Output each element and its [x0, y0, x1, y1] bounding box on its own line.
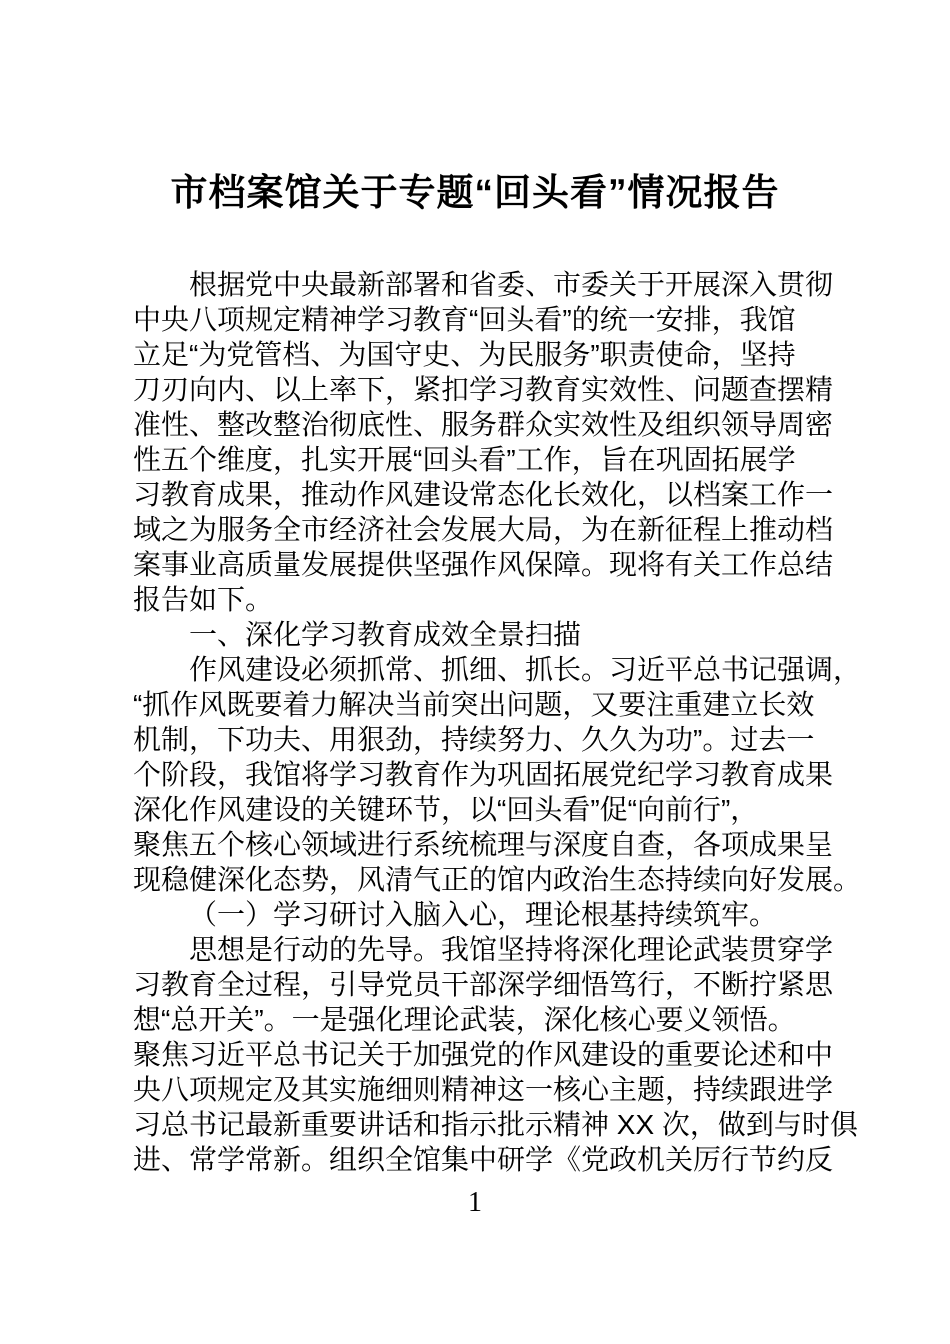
text-line: 机制，下功夫、用狠劲，持续努力、久久为功”。过去一 — [133, 724, 815, 755]
page-number: 1 — [468, 1187, 482, 1218]
heading-line: 一、深化学习教育成效全景扫描 — [189, 619, 582, 650]
text-line: 根据党中央最新部署和省委、市委关于开展深入贯彻 — [189, 269, 834, 300]
heading1 — [133, 617, 811, 652]
text-line: 准性、整改整治彻底性、服务群众实效性及组织领导周密 — [133, 409, 834, 440]
document-title: 市档案馆关于专题“回头看”情况报告 — [170, 172, 780, 213]
text-line: 央八项规定及其实施细则精神这一核心主题，持续跟进学 — [133, 1074, 834, 1105]
text-line: 域之为服务全市经济社会发展大局，为在新征程上推动档 — [133, 514, 834, 545]
text-line: 聚焦五个核心领域进行系统梳理与深度自查，各项成果呈 — [133, 829, 834, 860]
text-line: 习总书记最新重要讲话和指示批示精神 XX 次，做到与时俱 — [133, 1109, 858, 1140]
text-line: 性五个维度，扎实开展“回头看”工作，旨在巩固拓展学 — [133, 444, 796, 475]
text-line: 案事业高质量发展提供坚强作风保障。现将有关工作总结 — [133, 549, 834, 580]
text-line: 立足“为党管档、为国守史、为民服务”职责使命，坚持 — [133, 339, 796, 370]
text-line: 习教育成果，推动作风建设常态化长效化，以档案工作一 — [133, 479, 834, 510]
text-line: “抓作风既要着力解决当前突出问题，又要注重建立长效 — [133, 689, 815, 720]
text-line: 习教育全过程，引导党员干部深学细悟笃行，不断拧紧思 — [133, 969, 834, 1000]
text-line: 刀刃向内、以上率下，紧扣学习教育实效性、问题查摆精 — [133, 374, 834, 405]
text-line: 中央八项规定精神学习教育“回头看”的统一安排，我馆 — [133, 304, 796, 335]
text-line: 想“总开关”。一是强化理论武装，深化核心要义领悟。 — [133, 1004, 796, 1035]
paragraph — [133, 267, 834, 617]
text-line: 深化作风建设的关键环节，以“回头看”促“向前行”， — [133, 794, 759, 825]
text-line: 报告如下。 — [133, 584, 274, 615]
text-line: 思想是行动的先导。我馆坚持将深化理论武装贯穿学 — [189, 934, 834, 965]
text-line: 个阶段，我馆将学习教育作为巩固拓展党纪学习教育成果 — [133, 759, 834, 790]
heading2 — [133, 897, 811, 932]
paragraph — [133, 652, 862, 897]
text-line: 作风建设必须抓常、抓细、抓长。习近平总书记强调， — [189, 654, 862, 685]
text-line: 进、常学常新。组织全馆集中研学《党政机关厉行节约反 — [133, 1144, 834, 1175]
heading-line: （一）学习研讨入脑入心，理论根基持续筑牢。 — [189, 899, 778, 930]
document-body — [133, 267, 862, 1177]
text-line: 聚焦习近平总书记关于加强党的作风建设的重要论述和中 — [133, 1039, 834, 1070]
text-line: 现稳健深化态势，风清气正的馆内政治生态持续向好发展。 — [133, 864, 862, 895]
paragraph — [133, 932, 858, 1177]
